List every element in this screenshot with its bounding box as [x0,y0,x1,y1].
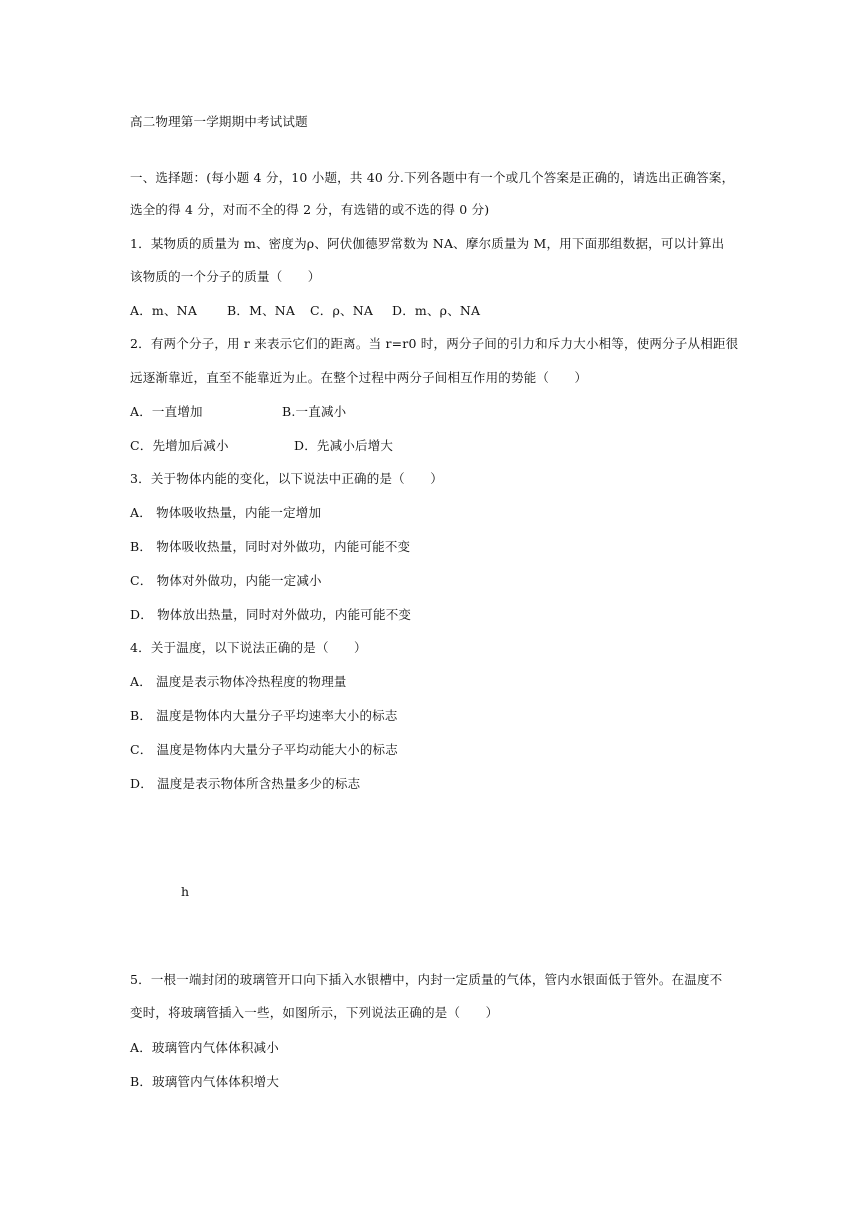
question-2-option-a: A．一直增加 [130,404,203,419]
question-4-stem: 4．关于温度，以下说法正确的是（ ） [130,640,367,655]
question-2-stem-line-1: 2．有两个分子，用 r 来表示它们的距离。当 r=r0 时，两分子间的引力和斥力大小相等，使两分子从相距很 [130,336,739,351]
question-1-option-c: C．ρ、NA [310,303,374,318]
question-5-stem-line-2: 变时，将玻璃管插入一些，如图所示，下列说法正确的是（ ） [130,1005,499,1020]
question-3-option-a: A． 物体吸收热量，内能一定增加 [130,505,322,520]
question-5-option-a: A．玻璃管内气体体积减小 [130,1040,279,1055]
question-4-option-b: B． 温度是物体内大量分子平均速率大小的标志 [130,708,398,723]
question-2-stem-line-2: 远逐渐靠近，直至不能靠近为止。在整个过程中两分子间相互作用的势能（ ） [130,370,588,385]
question-2-option-b: B.一直减小 [282,404,347,419]
question-4-option-c: C． 温度是物体内大量分子平均动能大小的标志 [130,742,398,757]
question-2-options-row-2 [130,438,393,454]
question-2-options-row-1 [130,404,346,420]
section-instructions-line-2: 选全的得 4 分，对而不全的得 2 分，有选错的或不选的得 0 分) [130,202,490,217]
question-2-option-d: D．先减小后增大 [294,438,394,453]
question-5-stem-line-1: 5．一根一端封闭的玻璃管开口向下插入水银槽中，内封一定质量的气体，管内水银面低于管外。在温度不 [130,972,723,987]
page-title: 高二物理第一学期期中考试试题 [130,114,308,129]
question-1-option-b: B．M、NA [227,303,296,318]
question-3-option-d: D． 物体放出热量，同时对外做功，内能可能不变 [130,607,412,622]
question-3-option-b: B． 物体吸收热量，同时对外做功，内能可能不变 [130,539,411,554]
question-1-stem-line-2: 该物质的一个分子的质量（ ） [130,269,321,284]
question-2-option-c: C．先增加后减小 [130,438,229,453]
question-1-option-a: A．m、NA [130,303,198,318]
question-4-option-a: A． 温度是表示物体冷热程度的物理量 [130,674,347,689]
question-3-option-c: C． 物体对外做功，内能一定减小 [130,573,322,588]
question-1-option-d: D．m、ρ、NA [392,303,481,318]
question-3-stem: 3．关于物体内能的变化，以下说法中正确的是（ ） [130,471,443,486]
section-instructions-line-1: 一、选择题：(每小题 4 分，10 小题，共 40 分.下列各题中有一个或几个答案是正确的，请选出正确答案， [130,170,735,185]
question-1-stem-line-1: 1．某物质的质量为 m、密度为ρ、阿伏伽德罗常数为 NA、摩尔质量为 M，用下面那组数据，可以计算出 [130,236,725,251]
question-1-options [130,303,480,319]
question-5-option-b: B．玻璃管内气体体积增大 [130,1074,280,1089]
question-4-option-d: D． 温度是表示物体所含热量多少的标志 [130,776,361,791]
figure-label-h: h [181,884,190,899]
